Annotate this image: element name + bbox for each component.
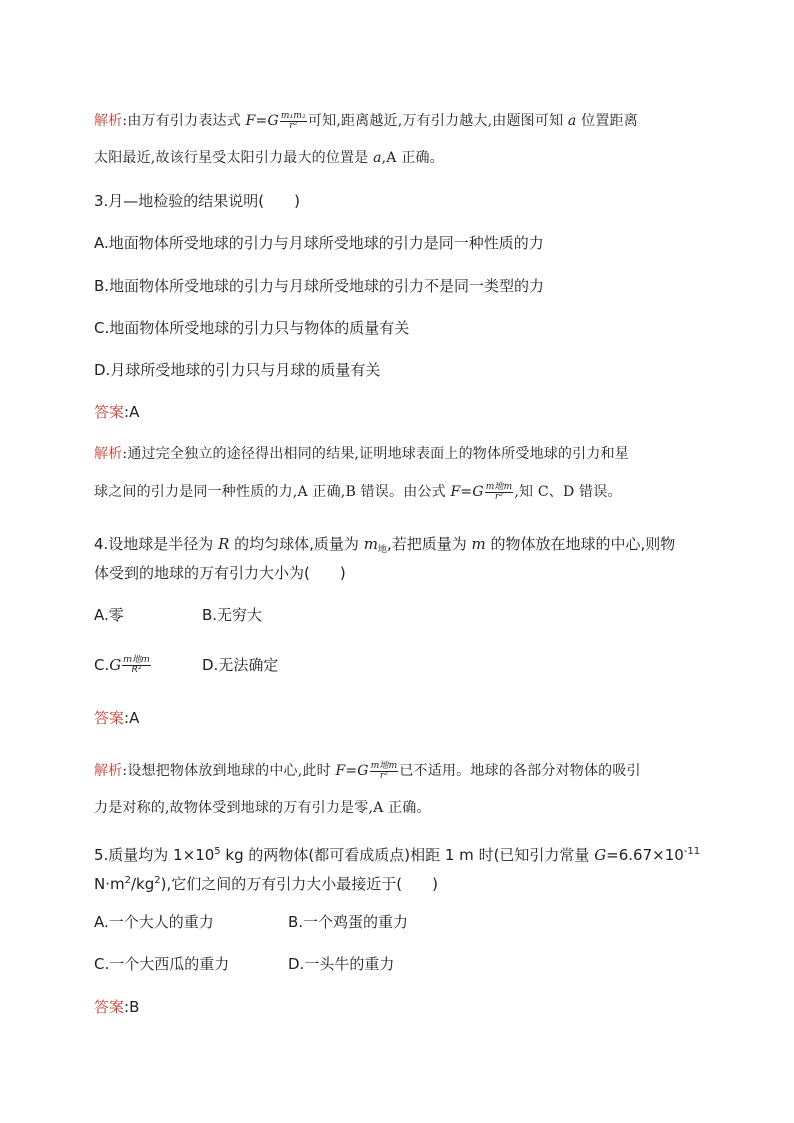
q5-stem-line-1: 5.质量均为 $1\times 10^5$ kg 的两物体(都可看成质点)相距 1 m 时(已知引力常量 $G=6.67\times 10^{-11}$ bbox=[94, 846, 701, 864]
q4-answer: 答案:A bbox=[94, 709, 140, 727]
q5-option-c: C.一个大西瓜的重力 bbox=[94, 955, 230, 973]
formula-fraction: $\frac{\text{m地m}}{\text{r²}}$ bbox=[370, 760, 398, 781]
q4-explanation-line-2: 力是对称的,故物体受到地球的万有引力是零,A 正确。 bbox=[94, 800, 431, 816]
q4-option-d: D.无法确定 bbox=[202, 656, 279, 674]
q4-explanation-line-1: 解析:设想把物体放到地球的中心,此时 F=G $\frac{\text{m地m}}{\text{r²}}$ 已不适用。地球的各部分对物体的吸引 bbox=[94, 760, 641, 781]
explanation-tag: 解析 bbox=[94, 446, 123, 462]
q4-options-row-1 bbox=[94, 605, 700, 625]
q4-stem-line-1: 4.设地球是半径为 R 的均匀球体,质量为 $m_地$,若把质量为 m 的物体放在地球的中心,则物 bbox=[94, 535, 676, 555]
formula-fraction: $\frac{\text{m地m}}{\text{r²}}$ bbox=[485, 481, 513, 502]
q5-option-d: D.一头牛的重力 bbox=[288, 955, 395, 973]
q3-stem: 3.月—地检验的结果说明( ) bbox=[94, 192, 301, 210]
q5-option-a: A.一个大人的重力 bbox=[94, 913, 214, 931]
q5-option-b: B.一个鸡蛋的重力 bbox=[288, 913, 409, 931]
q4-option-c: C.G $\frac{\text{m地m}}{\text{R²}}$ bbox=[94, 655, 150, 675]
q5-answer: 答案:B bbox=[94, 998, 140, 1016]
q5-stem-line-2: $N\cdot m^2/kg^2$),它们之间的万有引力大小最接近于( ) bbox=[94, 875, 438, 893]
formula-fraction: $\frac{\text{m₁m₂}}{\text{r²}}$ bbox=[280, 110, 306, 131]
q2-explanation-line-1: 解析:由万有引力表达式 F=G $\frac{\text{m₁m₂}}{\text{r²}}$ 可知,距离越近,万有引力越大,由题图可知 a 位置距离 bbox=[94, 110, 638, 131]
q2-explanation-line-2: 太阳最近,故该行星受太阳引力最大的位置是 a,A 正确。 bbox=[94, 150, 444, 166]
q3-option-b: B.地面物体所受地球的引力与月球所受地球的引力不是同一类型的力 bbox=[94, 277, 545, 295]
explanation-tag: 解析 bbox=[94, 113, 123, 129]
q5-options-row-2 bbox=[94, 954, 700, 974]
q3-explanation-line-2: 球之间的引力是同一种性质的力,A 正确,B 错误。由公式 F=G $\frac{\text{m地m}}{\text{r²}}$ ,知 C、D 错误。 bbox=[94, 481, 622, 502]
q4-stem-line-2: 体受到的地球的万有引力大小为( ) bbox=[94, 564, 346, 582]
q4-option-a: A.零 bbox=[94, 606, 124, 624]
q4-options-row-2 bbox=[94, 655, 700, 675]
q4-option-b: B.无穷大 bbox=[202, 606, 263, 624]
explanation-tag: 解析 bbox=[94, 763, 123, 779]
q3-option-c: C.地面物体所受地球的引力只与物体的质量有关 bbox=[94, 319, 410, 337]
q3-answer: 答案:A bbox=[94, 403, 140, 421]
q3-option-d: D.月球所受地球的引力只与月球的质量有关 bbox=[94, 361, 381, 379]
q3-explanation-line-1: 解析:通过完全独立的途径得出相同的结果,证明地球表面上的物体所受地球的引力和星 bbox=[94, 446, 629, 462]
q3-option-a: A.地面物体所受地球的引力与月球所受地球的引力是同一种性质的力 bbox=[94, 234, 544, 252]
q5-options-row-1 bbox=[94, 912, 700, 932]
